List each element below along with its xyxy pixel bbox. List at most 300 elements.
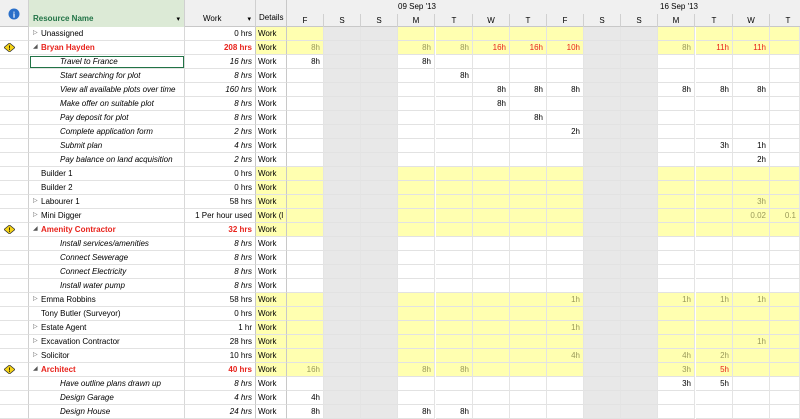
work-cell[interactable]: 58 hrs bbox=[185, 195, 256, 209]
row-indicator[interactable] bbox=[0, 181, 29, 195]
usage-cell[interactable] bbox=[584, 153, 621, 167]
usage-cell[interactable] bbox=[733, 349, 770, 363]
usage-cell[interactable] bbox=[324, 279, 361, 293]
usage-cell[interactable]: 0.1 bbox=[770, 209, 800, 223]
usage-cell[interactable] bbox=[398, 307, 435, 321]
resource-name-cell[interactable] bbox=[29, 167, 185, 181]
work-cell[interactable]: 1 Per hour used bbox=[185, 209, 256, 223]
usage-cell[interactable] bbox=[733, 391, 770, 405]
usage-cell[interactable] bbox=[621, 195, 658, 209]
row-indicator[interactable] bbox=[0, 153, 29, 167]
usage-cell[interactable] bbox=[361, 251, 398, 265]
row-indicator[interactable] bbox=[0, 349, 29, 363]
usage-cell[interactable] bbox=[621, 97, 658, 111]
usage-cell[interactable] bbox=[436, 237, 473, 251]
usage-cell[interactable] bbox=[436, 377, 473, 391]
usage-cell[interactable] bbox=[473, 209, 510, 223]
usage-cell[interactable] bbox=[324, 153, 361, 167]
usage-cell[interactable] bbox=[287, 181, 324, 195]
usage-cell[interactable] bbox=[361, 69, 398, 83]
usage-cell[interactable] bbox=[398, 265, 435, 279]
usage-cell[interactable] bbox=[584, 349, 621, 363]
usage-cell[interactable] bbox=[658, 405, 695, 419]
usage-cell[interactable] bbox=[696, 97, 733, 111]
assignment-name-cell[interactable] bbox=[29, 377, 185, 391]
resource-name-cell[interactable] bbox=[29, 349, 185, 363]
usage-cell[interactable] bbox=[621, 69, 658, 83]
usage-cell[interactable] bbox=[510, 349, 547, 363]
usage-cell[interactable] bbox=[770, 83, 800, 97]
usage-cell[interactable]: 8h bbox=[473, 83, 510, 97]
usage-cell[interactable] bbox=[770, 153, 800, 167]
usage-cell[interactable] bbox=[658, 153, 695, 167]
usage-cell[interactable] bbox=[770, 293, 800, 307]
usage-cell[interactable] bbox=[361, 405, 398, 419]
usage-cell[interactable] bbox=[510, 279, 547, 293]
work-cell[interactable]: 2 hrs bbox=[185, 125, 256, 139]
usage-cell[interactable] bbox=[584, 377, 621, 391]
usage-cell[interactable] bbox=[324, 237, 361, 251]
usage-cell[interactable] bbox=[696, 321, 733, 335]
usage-cell[interactable]: 11h bbox=[696, 41, 733, 55]
usage-cell[interactable] bbox=[547, 55, 584, 69]
usage-cell[interactable]: 1h bbox=[733, 293, 770, 307]
usage-cell[interactable] bbox=[733, 307, 770, 321]
usage-cell[interactable] bbox=[584, 27, 621, 41]
usage-cell[interactable] bbox=[696, 237, 733, 251]
usage-cell[interactable] bbox=[510, 69, 547, 83]
row-indicator[interactable] bbox=[0, 363, 29, 377]
usage-cell[interactable] bbox=[658, 181, 695, 195]
usage-cell[interactable] bbox=[324, 223, 361, 237]
usage-cell[interactable] bbox=[584, 111, 621, 125]
usage-cell[interactable] bbox=[733, 363, 770, 377]
usage-cell[interactable] bbox=[733, 377, 770, 391]
usage-cell[interactable] bbox=[324, 41, 361, 55]
usage-cell[interactable]: 8h bbox=[510, 111, 547, 125]
usage-cell[interactable] bbox=[398, 293, 435, 307]
usage-cell[interactable] bbox=[696, 181, 733, 195]
usage-cell[interactable] bbox=[361, 83, 398, 97]
usage-cell[interactable] bbox=[510, 139, 547, 153]
usage-cell[interactable] bbox=[510, 307, 547, 321]
usage-cell[interactable] bbox=[510, 377, 547, 391]
usage-cell[interactable] bbox=[696, 195, 733, 209]
work-cell[interactable]: 24 hrs bbox=[185, 405, 256, 419]
usage-cell[interactable] bbox=[547, 279, 584, 293]
usage-cell[interactable] bbox=[547, 27, 584, 41]
usage-cell[interactable] bbox=[547, 265, 584, 279]
usage-cell[interactable] bbox=[696, 391, 733, 405]
usage-cell[interactable]: 0.02 bbox=[733, 209, 770, 223]
usage-cell[interactable] bbox=[473, 321, 510, 335]
usage-cell[interactable] bbox=[584, 321, 621, 335]
usage-cell[interactable] bbox=[696, 223, 733, 237]
usage-cell[interactable] bbox=[287, 195, 324, 209]
usage-cell[interactable] bbox=[287, 153, 324, 167]
expand-icon[interactable]: ▷ bbox=[33, 338, 38, 344]
usage-cell[interactable] bbox=[398, 335, 435, 349]
usage-cell[interactable] bbox=[621, 349, 658, 363]
usage-cell[interactable] bbox=[584, 293, 621, 307]
usage-cell[interactable] bbox=[547, 363, 584, 377]
usage-cell[interactable] bbox=[473, 349, 510, 363]
row-indicator[interactable] bbox=[0, 377, 29, 391]
usage-cell[interactable] bbox=[658, 97, 695, 111]
usage-cell[interactable] bbox=[287, 321, 324, 335]
usage-cell[interactable] bbox=[658, 55, 695, 69]
work-cell[interactable]: 8 hrs bbox=[185, 237, 256, 251]
usage-cell[interactable] bbox=[287, 139, 324, 153]
usage-cell[interactable] bbox=[621, 293, 658, 307]
usage-cell[interactable] bbox=[547, 167, 584, 181]
usage-cell[interactable] bbox=[584, 363, 621, 377]
usage-cell[interactable] bbox=[361, 139, 398, 153]
usage-cell[interactable] bbox=[733, 265, 770, 279]
usage-cell[interactable] bbox=[770, 139, 800, 153]
resource-name-cell[interactable] bbox=[29, 223, 185, 237]
usage-cell[interactable]: 8h bbox=[696, 83, 733, 97]
usage-cell[interactable]: 16h bbox=[510, 41, 547, 55]
usage-cell[interactable] bbox=[621, 335, 658, 349]
row-indicator[interactable] bbox=[0, 293, 29, 307]
usage-cell[interactable] bbox=[361, 55, 398, 69]
usage-cell[interactable] bbox=[696, 153, 733, 167]
usage-cell[interactable] bbox=[621, 279, 658, 293]
work-cell[interactable]: 8 hrs bbox=[185, 111, 256, 125]
usage-cell[interactable] bbox=[584, 251, 621, 265]
resource-name-cell[interactable] bbox=[29, 363, 185, 377]
usage-cell[interactable] bbox=[436, 97, 473, 111]
usage-cell[interactable] bbox=[621, 237, 658, 251]
usage-cell[interactable] bbox=[621, 139, 658, 153]
usage-cell[interactable] bbox=[324, 307, 361, 321]
usage-cell[interactable] bbox=[398, 139, 435, 153]
usage-cell[interactable] bbox=[621, 405, 658, 419]
usage-cell[interactable] bbox=[287, 111, 324, 125]
usage-cell[interactable] bbox=[510, 265, 547, 279]
usage-cell[interactable] bbox=[287, 349, 324, 363]
work-header[interactable] bbox=[185, 0, 256, 27]
row-indicator[interactable] bbox=[0, 125, 29, 139]
usage-cell[interactable] bbox=[324, 69, 361, 83]
usage-cell[interactable] bbox=[510, 55, 547, 69]
usage-cell[interactable] bbox=[287, 69, 324, 83]
usage-cell[interactable]: 2h bbox=[547, 125, 584, 139]
usage-cell[interactable] bbox=[510, 321, 547, 335]
usage-cell[interactable] bbox=[510, 195, 547, 209]
usage-cell[interactable] bbox=[621, 363, 658, 377]
usage-cell[interactable] bbox=[398, 251, 435, 265]
usage-cell[interactable] bbox=[658, 307, 695, 321]
usage-cell[interactable] bbox=[436, 349, 473, 363]
usage-cell[interactable] bbox=[547, 237, 584, 251]
usage-cell[interactable] bbox=[733, 321, 770, 335]
expand-icon[interactable]: ▷ bbox=[33, 296, 38, 302]
usage-cell[interactable] bbox=[770, 279, 800, 293]
work-cell[interactable]: 8 hrs bbox=[185, 97, 256, 111]
row-indicator[interactable] bbox=[0, 83, 29, 97]
usage-cell[interactable] bbox=[770, 55, 800, 69]
usage-cell[interactable] bbox=[361, 279, 398, 293]
usage-cell[interactable] bbox=[621, 125, 658, 139]
usage-cell[interactable] bbox=[733, 405, 770, 419]
usage-cell[interactable] bbox=[473, 153, 510, 167]
row-indicator[interactable] bbox=[0, 209, 29, 223]
usage-cell[interactable] bbox=[361, 293, 398, 307]
usage-cell[interactable] bbox=[584, 97, 621, 111]
usage-cell[interactable] bbox=[621, 307, 658, 321]
usage-cell[interactable] bbox=[436, 307, 473, 321]
usage-cell[interactable]: 8h bbox=[287, 41, 324, 55]
usage-cell[interactable] bbox=[324, 195, 361, 209]
assignment-name-cell[interactable] bbox=[29, 55, 185, 69]
usage-cell[interactable] bbox=[361, 349, 398, 363]
usage-cell[interactable] bbox=[770, 405, 800, 419]
usage-cell[interactable] bbox=[473, 55, 510, 69]
usage-cell[interactable] bbox=[658, 125, 695, 139]
usage-cell[interactable] bbox=[287, 279, 324, 293]
usage-cell[interactable] bbox=[658, 251, 695, 265]
resource-name-cell[interactable] bbox=[29, 41, 185, 55]
usage-cell[interactable]: 1h bbox=[733, 335, 770, 349]
usage-cell[interactable] bbox=[473, 125, 510, 139]
row-indicator[interactable] bbox=[0, 111, 29, 125]
usage-cell[interactable] bbox=[473, 27, 510, 41]
usage-cell[interactable] bbox=[287, 307, 324, 321]
usage-cell[interactable] bbox=[436, 83, 473, 97]
usage-cell[interactable] bbox=[324, 335, 361, 349]
usage-cell[interactable] bbox=[584, 69, 621, 83]
assignment-name-cell[interactable] bbox=[29, 279, 185, 293]
usage-cell[interactable] bbox=[658, 167, 695, 181]
usage-cell[interactable] bbox=[324, 293, 361, 307]
usage-cell[interactable]: 8h bbox=[398, 41, 435, 55]
usage-cell[interactable] bbox=[658, 209, 695, 223]
usage-cell[interactable] bbox=[324, 167, 361, 181]
usage-cell[interactable] bbox=[696, 209, 733, 223]
usage-cell[interactable] bbox=[324, 363, 361, 377]
usage-cell[interactable] bbox=[361, 307, 398, 321]
usage-cell[interactable] bbox=[733, 27, 770, 41]
usage-cell[interactable] bbox=[621, 83, 658, 97]
usage-cell[interactable]: 2h bbox=[733, 153, 770, 167]
row-indicator[interactable] bbox=[0, 251, 29, 265]
usage-cell[interactable] bbox=[324, 321, 361, 335]
usage-cell[interactable] bbox=[547, 405, 584, 419]
usage-cell[interactable] bbox=[361, 153, 398, 167]
usage-cell[interactable]: 1h bbox=[658, 293, 695, 307]
usage-cell[interactable] bbox=[361, 97, 398, 111]
usage-cell[interactable]: 4h bbox=[547, 349, 584, 363]
usage-cell[interactable] bbox=[621, 27, 658, 41]
resource-name-cell[interactable] bbox=[29, 195, 185, 209]
usage-cell[interactable] bbox=[658, 223, 695, 237]
usage-cell[interactable]: 3h bbox=[658, 363, 695, 377]
usage-cell[interactable] bbox=[287, 293, 324, 307]
usage-cell[interactable] bbox=[584, 209, 621, 223]
usage-cell[interactable] bbox=[510, 391, 547, 405]
usage-cell[interactable] bbox=[733, 223, 770, 237]
expand-icon[interactable]: ▷ bbox=[33, 198, 38, 204]
usage-cell[interactable] bbox=[621, 55, 658, 69]
usage-cell[interactable] bbox=[361, 125, 398, 139]
usage-cell[interactable] bbox=[510, 335, 547, 349]
row-indicator[interactable] bbox=[0, 265, 29, 279]
collapse-icon[interactable]: ◢ bbox=[33, 44, 38, 50]
usage-cell[interactable] bbox=[584, 139, 621, 153]
resource-name-cell[interactable] bbox=[29, 335, 185, 349]
usage-cell[interactable] bbox=[398, 223, 435, 237]
usage-cell[interactable]: 1h bbox=[733, 139, 770, 153]
usage-cell[interactable] bbox=[770, 307, 800, 321]
work-cell[interactable]: 8 hrs bbox=[185, 279, 256, 293]
usage-cell[interactable] bbox=[361, 223, 398, 237]
usage-cell[interactable] bbox=[547, 139, 584, 153]
usage-cell[interactable] bbox=[287, 335, 324, 349]
usage-cell[interactable]: 8h bbox=[510, 83, 547, 97]
usage-cell[interactable] bbox=[696, 111, 733, 125]
usage-cell[interactable] bbox=[436, 167, 473, 181]
row-indicator[interactable] bbox=[0, 195, 29, 209]
usage-cell[interactable] bbox=[473, 391, 510, 405]
usage-cell[interactable] bbox=[473, 363, 510, 377]
usage-cell[interactable] bbox=[473, 335, 510, 349]
usage-cell[interactable] bbox=[473, 237, 510, 251]
work-cell[interactable]: 1 hr bbox=[185, 321, 256, 335]
usage-cell[interactable] bbox=[398, 83, 435, 97]
usage-cell[interactable] bbox=[733, 181, 770, 195]
usage-cell[interactable] bbox=[621, 223, 658, 237]
work-cell[interactable]: 8 hrs bbox=[185, 377, 256, 391]
usage-cell[interactable] bbox=[324, 83, 361, 97]
usage-cell[interactable]: 8h bbox=[733, 83, 770, 97]
usage-cell[interactable] bbox=[398, 279, 435, 293]
usage-cell[interactable] bbox=[547, 97, 584, 111]
work-cell[interactable]: 2 hrs bbox=[185, 153, 256, 167]
work-cell[interactable]: 16 hrs bbox=[185, 55, 256, 69]
resource-name-cell[interactable] bbox=[29, 27, 185, 41]
usage-cell[interactable] bbox=[770, 181, 800, 195]
usage-cell[interactable] bbox=[473, 293, 510, 307]
usage-cell[interactable] bbox=[658, 321, 695, 335]
usage-cell[interactable] bbox=[658, 27, 695, 41]
usage-cell[interactable] bbox=[770, 27, 800, 41]
assignment-name-cell[interactable] bbox=[29, 237, 185, 251]
usage-cell[interactable] bbox=[621, 41, 658, 55]
usage-cell[interactable] bbox=[436, 111, 473, 125]
row-indicator[interactable] bbox=[0, 321, 29, 335]
usage-cell[interactable] bbox=[658, 195, 695, 209]
work-cell[interactable]: 208 hrs bbox=[185, 41, 256, 55]
chevron-down-icon[interactable]: ▾ bbox=[247, 16, 251, 23]
usage-cell[interactable] bbox=[733, 97, 770, 111]
usage-cell[interactable] bbox=[510, 223, 547, 237]
expand-icon[interactable]: ▷ bbox=[33, 212, 38, 218]
work-cell[interactable]: 4 hrs bbox=[185, 391, 256, 405]
usage-cell[interactable] bbox=[584, 279, 621, 293]
usage-cell[interactable] bbox=[287, 265, 324, 279]
usage-cell[interactable] bbox=[398, 27, 435, 41]
usage-cell[interactable] bbox=[287, 27, 324, 41]
usage-cell[interactable] bbox=[621, 391, 658, 405]
usage-cell[interactable] bbox=[770, 125, 800, 139]
usage-cell[interactable]: 8h bbox=[436, 69, 473, 83]
usage-cell[interactable] bbox=[361, 27, 398, 41]
usage-cell[interactable] bbox=[324, 251, 361, 265]
usage-cell[interactable] bbox=[770, 251, 800, 265]
usage-cell[interactable] bbox=[584, 237, 621, 251]
usage-cell[interactable] bbox=[473, 251, 510, 265]
usage-cell[interactable]: 8h bbox=[436, 363, 473, 377]
usage-cell[interactable] bbox=[436, 293, 473, 307]
usage-cell[interactable]: 16h bbox=[287, 363, 324, 377]
usage-cell[interactable] bbox=[436, 153, 473, 167]
assignment-name-cell[interactable] bbox=[29, 125, 185, 139]
usage-cell[interactable] bbox=[733, 125, 770, 139]
usage-cell[interactable] bbox=[547, 223, 584, 237]
usage-cell[interactable] bbox=[584, 41, 621, 55]
usage-cell[interactable] bbox=[361, 209, 398, 223]
usage-cell[interactable]: 8h bbox=[547, 83, 584, 97]
usage-cell[interactable] bbox=[584, 55, 621, 69]
usage-cell[interactable] bbox=[436, 55, 473, 69]
usage-cell[interactable]: 4h bbox=[658, 349, 695, 363]
usage-cell[interactable] bbox=[584, 335, 621, 349]
usage-cell[interactable] bbox=[584, 167, 621, 181]
assignment-name-cell[interactable] bbox=[29, 251, 185, 265]
usage-cell[interactable] bbox=[696, 55, 733, 69]
work-cell[interactable]: 160 hrs bbox=[185, 83, 256, 97]
usage-cell[interactable] bbox=[436, 335, 473, 349]
usage-cell[interactable] bbox=[621, 265, 658, 279]
usage-cell[interactable]: 1h bbox=[547, 321, 584, 335]
usage-cell[interactable]: 8h bbox=[287, 55, 324, 69]
usage-cell[interactable] bbox=[436, 251, 473, 265]
usage-cell[interactable] bbox=[584, 83, 621, 97]
collapse-icon[interactable]: ◢ bbox=[33, 366, 38, 372]
usage-cell[interactable] bbox=[658, 111, 695, 125]
row-indicator[interactable] bbox=[0, 391, 29, 405]
work-cell[interactable]: 10 hrs bbox=[185, 349, 256, 363]
usage-cell[interactable]: 8h bbox=[398, 405, 435, 419]
work-cell[interactable]: 32 hrs bbox=[185, 223, 256, 237]
usage-cell[interactable]: 16h bbox=[473, 41, 510, 55]
usage-cell[interactable] bbox=[733, 251, 770, 265]
usage-cell[interactable] bbox=[770, 391, 800, 405]
usage-cell[interactable] bbox=[361, 391, 398, 405]
usage-cell[interactable] bbox=[584, 307, 621, 321]
usage-cell[interactable] bbox=[398, 349, 435, 363]
usage-cell[interactable] bbox=[547, 181, 584, 195]
usage-cell[interactable] bbox=[361, 363, 398, 377]
usage-cell[interactable] bbox=[473, 405, 510, 419]
expand-icon[interactable]: ▷ bbox=[33, 324, 38, 330]
usage-cell[interactable]: 8h bbox=[398, 55, 435, 69]
usage-cell[interactable] bbox=[473, 195, 510, 209]
row-indicator[interactable] bbox=[0, 55, 29, 69]
usage-cell[interactable] bbox=[770, 237, 800, 251]
row-indicator[interactable] bbox=[0, 335, 29, 349]
usage-cell[interactable] bbox=[436, 223, 473, 237]
usage-cell[interactable] bbox=[398, 125, 435, 139]
usage-cell[interactable] bbox=[287, 237, 324, 251]
work-cell[interactable]: 28 hrs bbox=[185, 335, 256, 349]
usage-cell[interactable] bbox=[324, 377, 361, 391]
resource-name-cell[interactable] bbox=[29, 293, 185, 307]
usage-cell[interactable] bbox=[324, 55, 361, 69]
usage-cell[interactable]: 8h bbox=[398, 363, 435, 377]
